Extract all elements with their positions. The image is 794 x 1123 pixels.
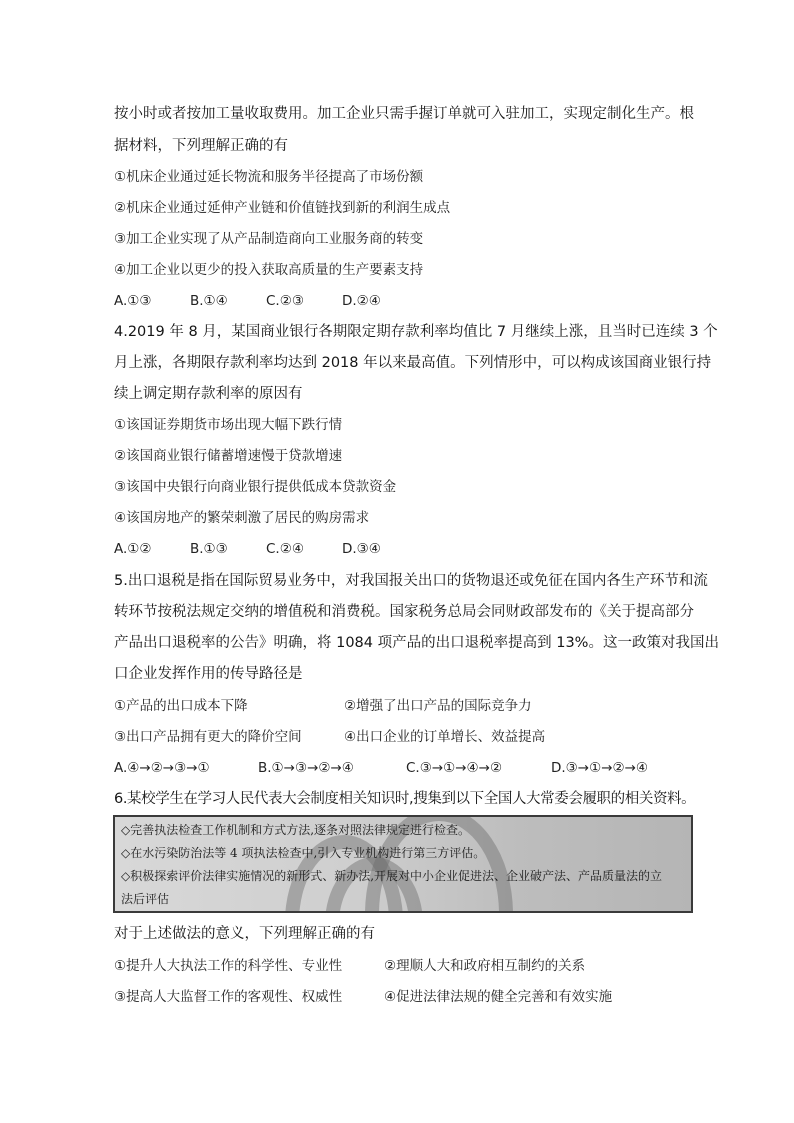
q4-choice-b: B.①③	[190, 541, 228, 557]
q3-choice-c: C.②③	[266, 293, 304, 309]
q6-material-line-1: ◇完善执法检查工作机制和方式方法,逐条对照法律规定进行检查。	[121, 823, 471, 837]
q5-option-4: ④出口企业的订单增长、效益提高	[344, 729, 546, 745]
q4-choices	[114, 540, 381, 558]
q6-option-1: ①提升人大执法工作的科学性、专业性	[114, 958, 343, 974]
q5-option-1: ①产品的出口成本下降	[114, 698, 248, 714]
q4-option-4: ④该国房地产的繁荣刺激了居民的购房需求	[114, 510, 370, 526]
q5-choices	[114, 759, 648, 777]
q5-stem-line-4: 口企业发挥作用的传导路径是	[114, 666, 303, 682]
q3-option-3: ③加工企业实现了从产品制造商向工业服务商的转变	[114, 231, 424, 247]
q3-choice-b: B.①④	[190, 293, 228, 309]
q5-stem-line-1: 5.出口退税是指在国际贸易业务中，对我国报关出口的货物退还或免征在国内各生产环节和流	[114, 573, 708, 589]
q4-stem-line-3: 续上调定期存款利率的原因有	[114, 386, 303, 402]
q4-stem-line-1: 4.2019 年 8 月，某国商业银行各期限定期存款利率均值比 7 月继续上涨，且当时已连续 3 个	[114, 324, 718, 340]
q4-option-1: ①该国证券期货市场出现大幅下跌行情	[114, 417, 343, 433]
q5-option-3: ③出口产品拥有更大的降价空间	[114, 729, 302, 745]
q3-stem-line-1: 按小时或者按加工量收取费用。加工企业只需手握订单就可入驻加工，实现定制化生产。根	[114, 106, 694, 122]
q5-choice-d: D.③→①→②→④	[551, 760, 649, 776]
q5-option-2: ②增强了出口产品的国际竞争力	[344, 698, 532, 714]
q6-material-line-4: 法后评估	[121, 892, 170, 906]
q3-choices	[114, 292, 381, 310]
q6-option-3: ③提高人大监督工作的客观性、权威性	[114, 989, 343, 1005]
q4-choice-c: C.②④	[266, 541, 304, 557]
q4-choice-a: A.①②	[114, 541, 152, 557]
q6-question: 对于上述做法的意义，下列理解正确的有	[114, 926, 375, 942]
q6-option-4: ④促进法律法规的健全完善和有效实施	[384, 989, 613, 1005]
q4-stem-line-2: 月上涨，各期限存款利率均达到 2018 年以来最高值。下列情形中，可以构成该国商业银行持	[114, 355, 712, 371]
q6-stem: 6.某校学生在学习人民代表大会制度相关知识时,搜集到以下全国人大常委会履职的相关资料。	[114, 791, 696, 807]
q6-material-line-2: ◇在水污染防治法等 4 项执法检查中,引入专业机构进行第三方评估。	[121, 846, 486, 860]
q6-material-box	[113, 815, 693, 913]
q3-option-1: ①机床企业通过延长物流和服务半径提高了市场份额	[114, 169, 424, 185]
q5-choice-b: B.①→③→②→④	[258, 760, 354, 776]
q3-choice-d: D.②④	[342, 293, 381, 309]
q3-choice-a: A.①③	[114, 293, 152, 309]
q4-option-3: ③该国中央银行向商业银行提供低成本贷款资金	[114, 479, 397, 495]
q6-material-line-3: ◇积极探索评价法律实施情况的新形式、新办法,开展对中小企业促进法、企业破产法、产品质量法的立	[121, 869, 663, 883]
q5-choice-c: C.③→①→④→②	[406, 760, 503, 776]
q5-stem-line-3: 产品出口退税率的公告》明确，将 1084 项产品的出口退税率提高到 13%。这一政策对我国出	[114, 635, 719, 651]
q5-choice-a: A.④→②→③→①	[114, 760, 210, 776]
q3-option-4: ④加工企业以更少的投入获取高质量的生产要素支持	[114, 262, 424, 278]
q6-option-2: ②理顺人大和政府相互制约的关系	[384, 958, 586, 974]
q4-choice-d: D.③④	[342, 541, 381, 557]
q5-stem-line-2: 转环节按税法规定交纳的增值税和消费税。国家税务总局会同财政部发布的《关于提高部分	[114, 604, 694, 620]
q3-option-2: ②机床企业通过延伸产业链和价值链找到新的利润生成点	[114, 200, 451, 216]
q4-option-2: ②该国商业银行储蓄增速慢于贷款增速	[114, 448, 343, 464]
q3-stem-line-2: 据材料，下列理解正确的有	[114, 138, 288, 154]
